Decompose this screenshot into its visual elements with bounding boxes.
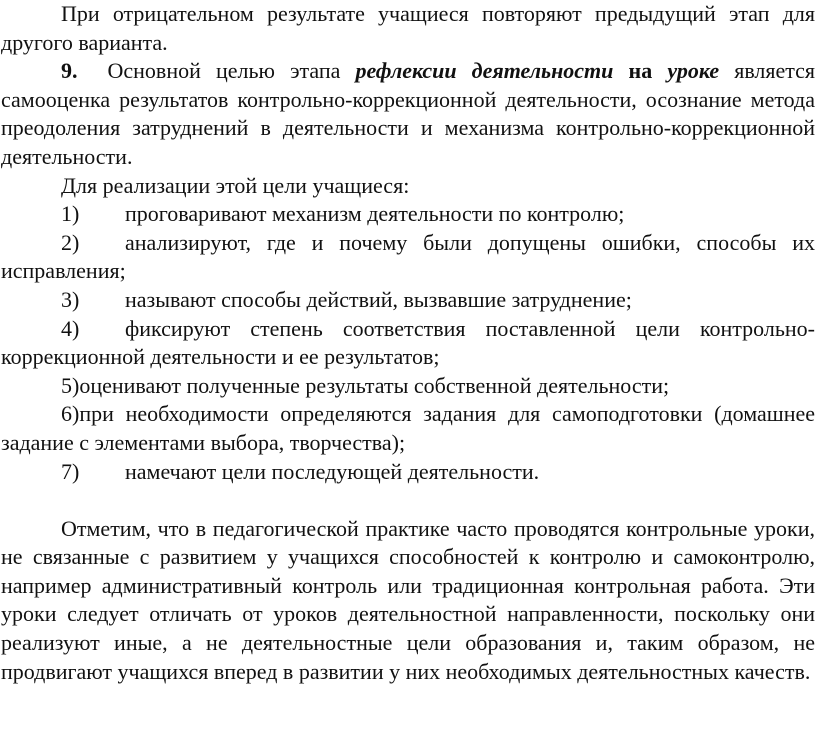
list-item — [1, 200, 815, 229]
list-item — [1, 229, 815, 286]
list-text: фиксируют степень соответствия поставленной цели контрольно-коррекционной деятельности и ее результатов; — [1, 315, 815, 370]
list-text: оценивают полученные результаты собственной деятельности; — [79, 372, 670, 398]
paragraph-gap — [1, 486, 815, 515]
paragraph-list-intro: Для реализации этой цели учащиеся: — [61, 172, 410, 198]
list-number: 5) — [61, 372, 80, 398]
list-text: проговаривают механизм деятельности по контролю; — [125, 201, 625, 227]
list-item — [1, 458, 815, 487]
document-page — [1, 0, 815, 686]
list-number: 1) — [61, 201, 80, 227]
goal-lead: Основной целью этапа — [107, 58, 341, 84]
paragraph-reflection-goal — [1, 57, 815, 171]
goal-rest: является самооценка результатов контрольно-коррекционной деятельности, осознание метода преодоления затруднений в деятельности и механизма контрольно-коррекционной деятельности. — [1, 58, 816, 169]
term-lesson: уроке — [667, 58, 720, 84]
paragraph-retry: При отрицательном результате учащиеся повторяют предыдущий этап для другого варианта. — [1, 1, 815, 55]
list-item — [1, 372, 815, 401]
list-number: 7) — [61, 458, 80, 484]
list-item — [1, 315, 815, 372]
list-number: 6) — [61, 401, 80, 427]
list-text: анализируют, где и почему были допущены ошибки, способы их исправления; — [1, 229, 815, 284]
list-text: намечают цели последующей деятельности. — [125, 458, 540, 484]
list-item — [1, 286, 815, 315]
section-number: 9. — [61, 58, 78, 84]
term-reflection: рефлексии деятельности — [355, 58, 614, 84]
list-item — [1, 400, 815, 457]
paragraph-control-lessons: Отметим, что в педагогической практике часто проводятся контрольные уроки, не связанные с развитием у учащихся способностей к контролю и самоконтролю, например административный контроль или традиционная контрольная работа. Эти уроки следует отличать от уроков деятельностной направленности, поскольку они реализуют иные, а не деятельностные цели образования и, таким образом, не продвигают учащихся вперед в развитии у них необходимых деятельностных качеств. — [1, 515, 815, 684]
list-number: 4) — [61, 315, 80, 341]
list-text: при необходимости определяются задания для самоподготовки (домашнее задание с элементами выбора, творчества); — [1, 401, 815, 455]
list-number: 2) — [61, 229, 80, 255]
term-on: на — [628, 58, 653, 84]
list-number: 3) — [61, 286, 80, 312]
list-text: называют способы действий, вызвавшие затруднение; — [125, 286, 632, 312]
